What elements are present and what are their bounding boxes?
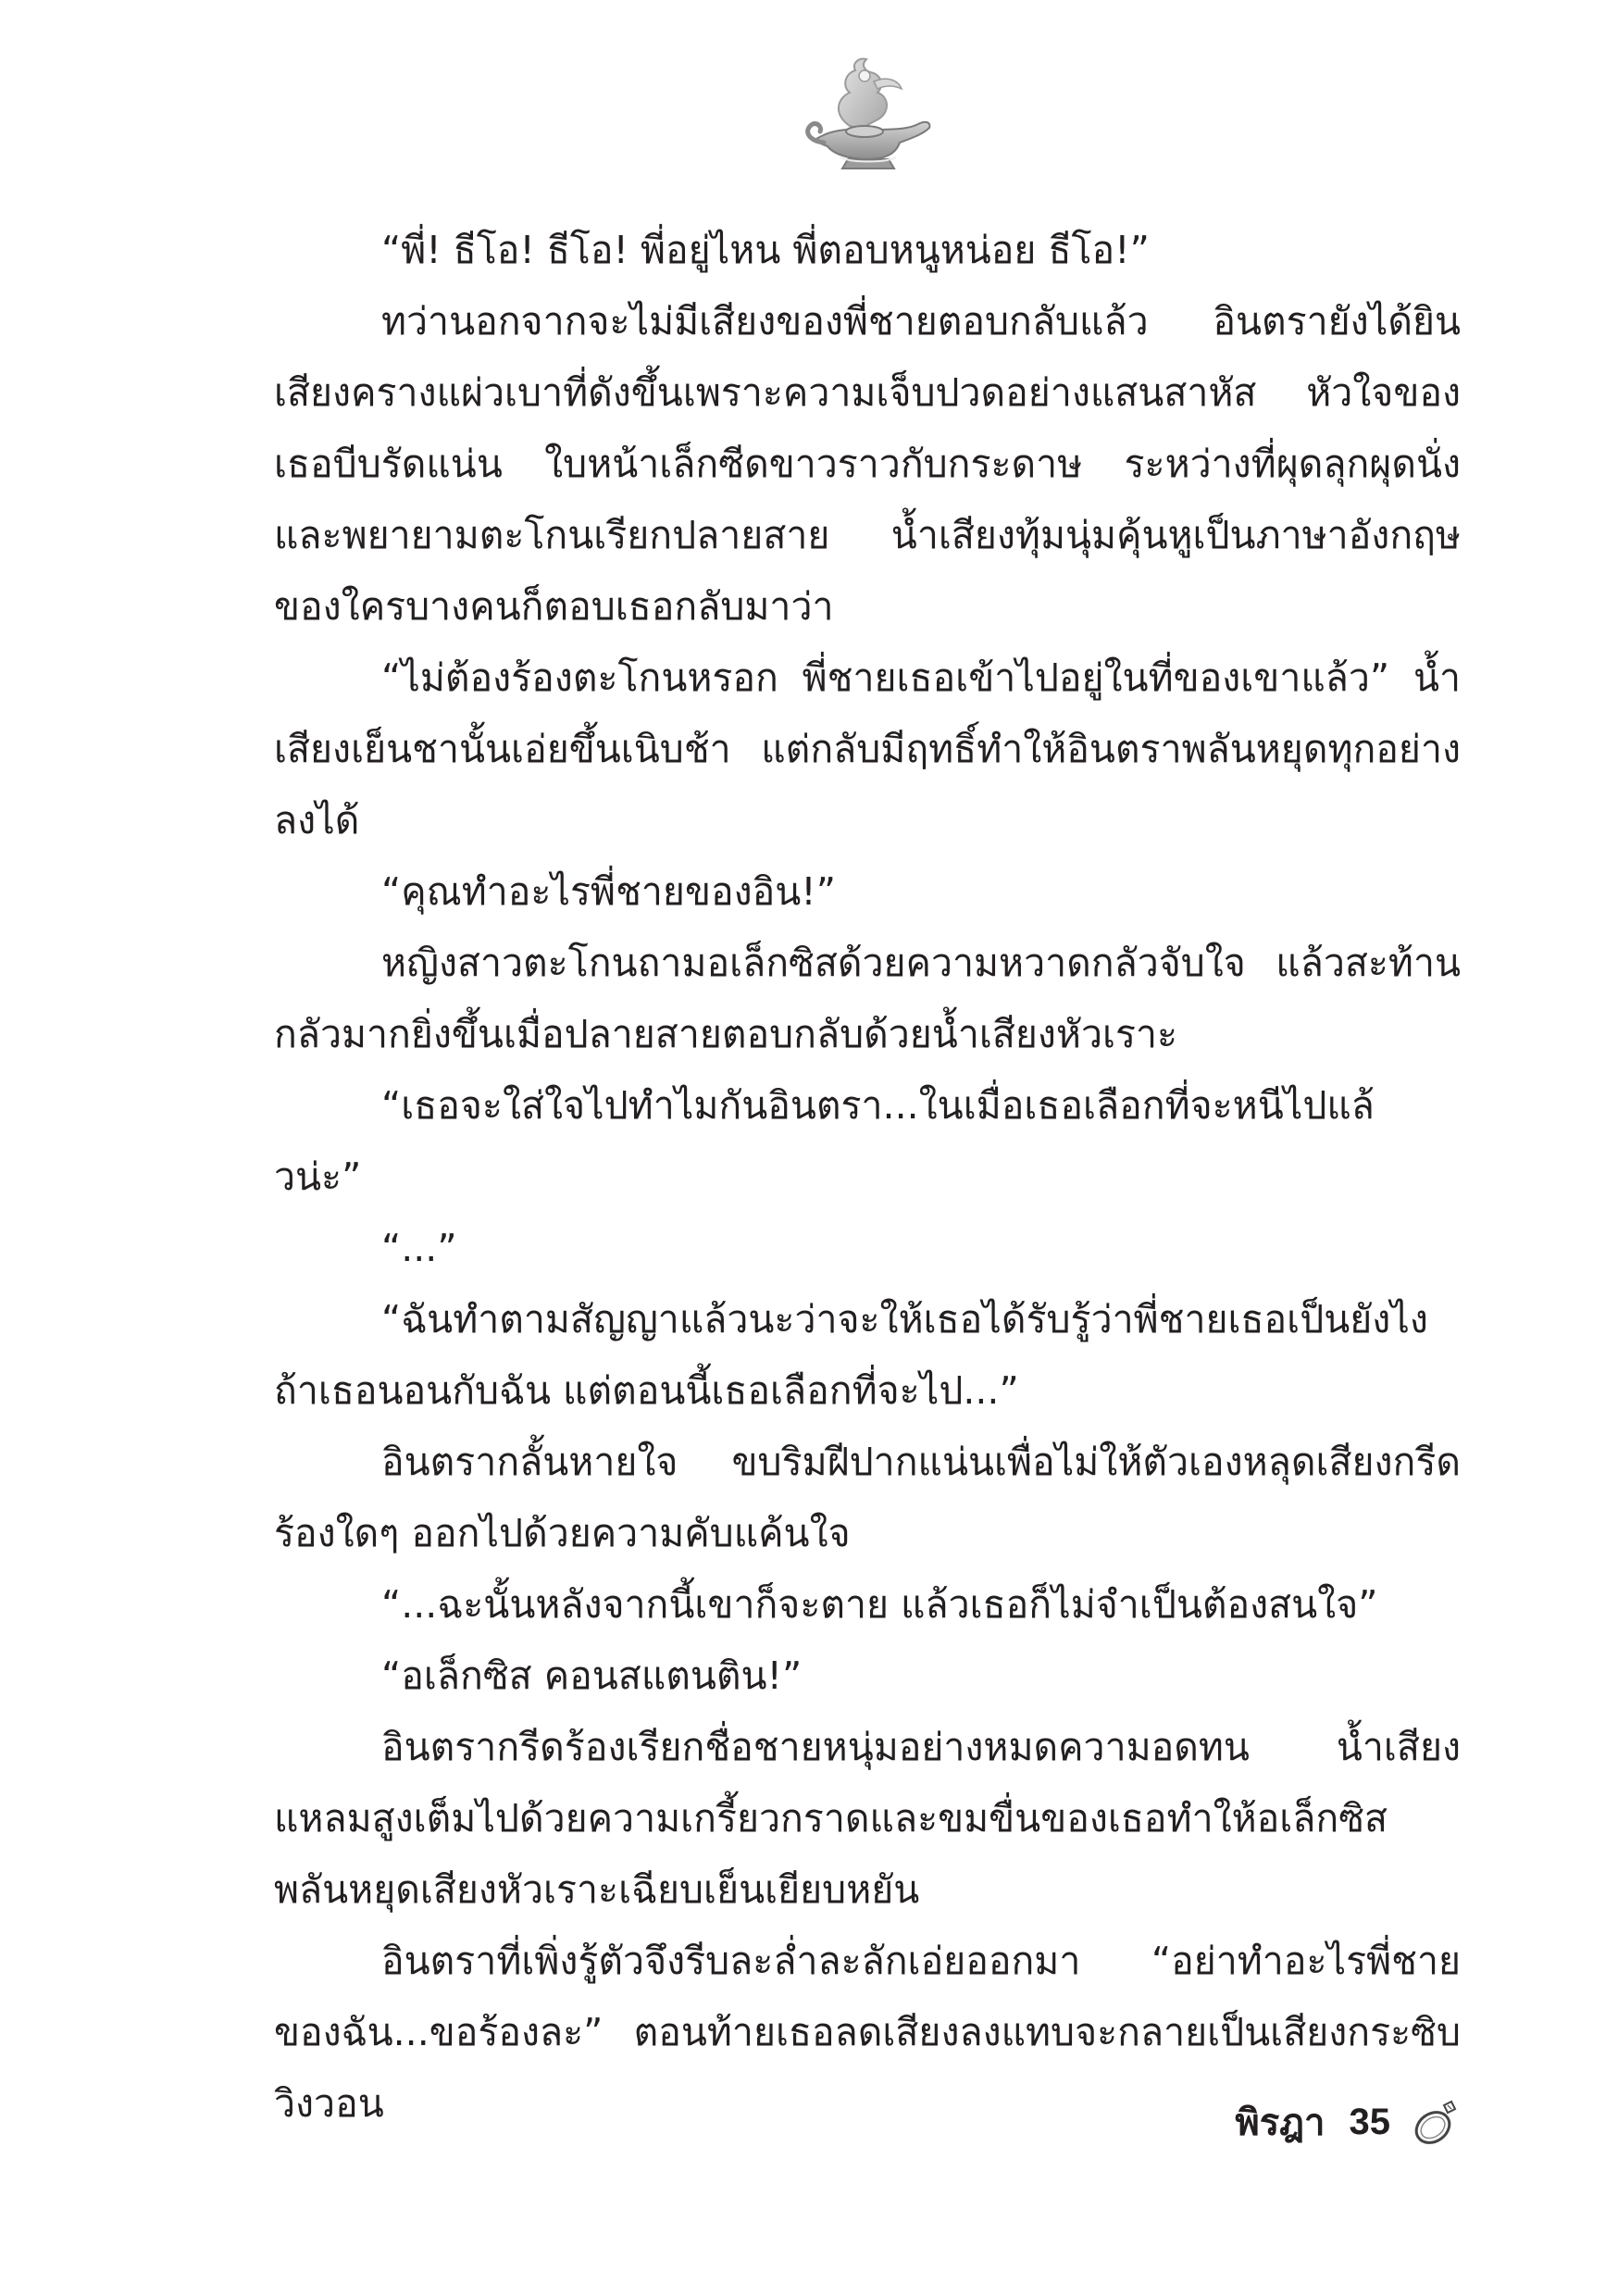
paragraph: อินตรากลั้นหายใจ ขบริมฝีปากแน่นเพื่อไม่ให้ตัวเองหลุดเสียงกรีดร้องใดๆ ออกไปด้วยความคับแค้นใจ: [274, 1440, 1461, 1555]
genie-lamp-icon: [796, 54, 935, 172]
author-name: พิรฎา: [1235, 2102, 1326, 2144]
paragraph: “ไม่ต้องร้องตะโกนหรอก พี่ชายเธอเข้าไปอยู่ในที่ของเขาแล้ว” น้ำเสียงเย็นชานั้นเอ่ยขึ้นเนิบช้า แต่กลับมีฤทธิ์ทำให้อินตราพลันหยุดทุกอย่างลงได้: [274, 655, 1461, 842]
page-number: 35: [1349, 2101, 1390, 2142]
paragraph: “ฉันทำตามสัญญาแล้วนะว่าจะให้เธอได้รับรู้ว่าพี่ชายเธอเป็นยังไงถ้าเธอนอนกับฉัน แต่ตอนนี้เธอเลือกที่จะไป...”: [274, 1297, 1428, 1413]
paragraph: “อเล็กซิส คอนสแตนติน!”: [381, 1653, 803, 1698]
paragraph: หญิงสาวตะโกนถามอเล็กซิสด้วยความหวาดกลัวจับใจ แล้วสะท้านกลัวมากยิ่งขึ้นเมื่อปลายสายตอบกลับด้วยน้ำเสียงหัวเราะ: [274, 941, 1461, 1056]
paragraph: อินตรากรีดร้องเรียกชื่อชายหนุ่มอย่างหมดความอดทน น้ำเสียงแหลมสูงเต็มไปด้วยความเกรี้ยวกราดและขมขื่นของเธอทำให้อเล็กซิสพลันหยุดเสียงหัวเราะเฉียบเย็นเยียบหยัน: [274, 1725, 1461, 1912]
paragraph: “พี่! ธีโอ! ธีโอ! พี่อยู่ไหน พี่ตอบหนูหน่อย ธีโอ!”: [381, 228, 1150, 272]
paragraph: “...ฉะนั้นหลังจากนี้เขาก็จะตาย แล้วเธอก็ไม่จำเป็นต้องสนใจ”: [381, 1582, 1378, 1627]
page-footer: [1235, 2094, 1461, 2150]
ring-icon: [1409, 2096, 1461, 2148]
paragraph: อินตราที่เพิ่งรู้ตัวจึงรีบละล่ำละลักเอ่ยออกมา “อย่าทำอะไรพี่ชายของฉัน...ขอร้องละ” ตอนท้ายเธอลดเสียงลงแทบจะกลายเป็นเสียงกระซิบวิงวอน: [274, 1939, 1461, 2126]
body-text: [274, 215, 1461, 2140]
paragraph: ทว่านอกจากจะไม่มีเสียงของพี่ชายตอบกลับแล้ว อินตรายังได้ยินเสียงครางแผ่วเบาที่ดังขึ้นเพราะความเจ็บปวดอย่างแสนสาหัส หัวใจของเธอบีบรัดแน่น ใบหน้าเล็กซีดขาวราวกับกระดาษ ระหว่างที่ผุดลุกผุดนั่งและพยายามตะโกนเรียกปลายสาย น้ำเสียงทุ้มนุ่มคุ้นหูเป็นภาษาอังกฤษของใครบางคนก็ตอบเธอกลับมาว่า: [274, 299, 1461, 629]
paragraph: “...”: [381, 1226, 457, 1270]
paragraph: “คุณทำอะไรพี่ชายของอิน!”: [381, 869, 836, 914]
paragraph: “เธอจะใส่ใจไปทำไมกันอินตรา...ในเมื่อเธอเลือกที่จะหนีไปแล้วน่ะ”: [274, 1083, 1375, 1199]
